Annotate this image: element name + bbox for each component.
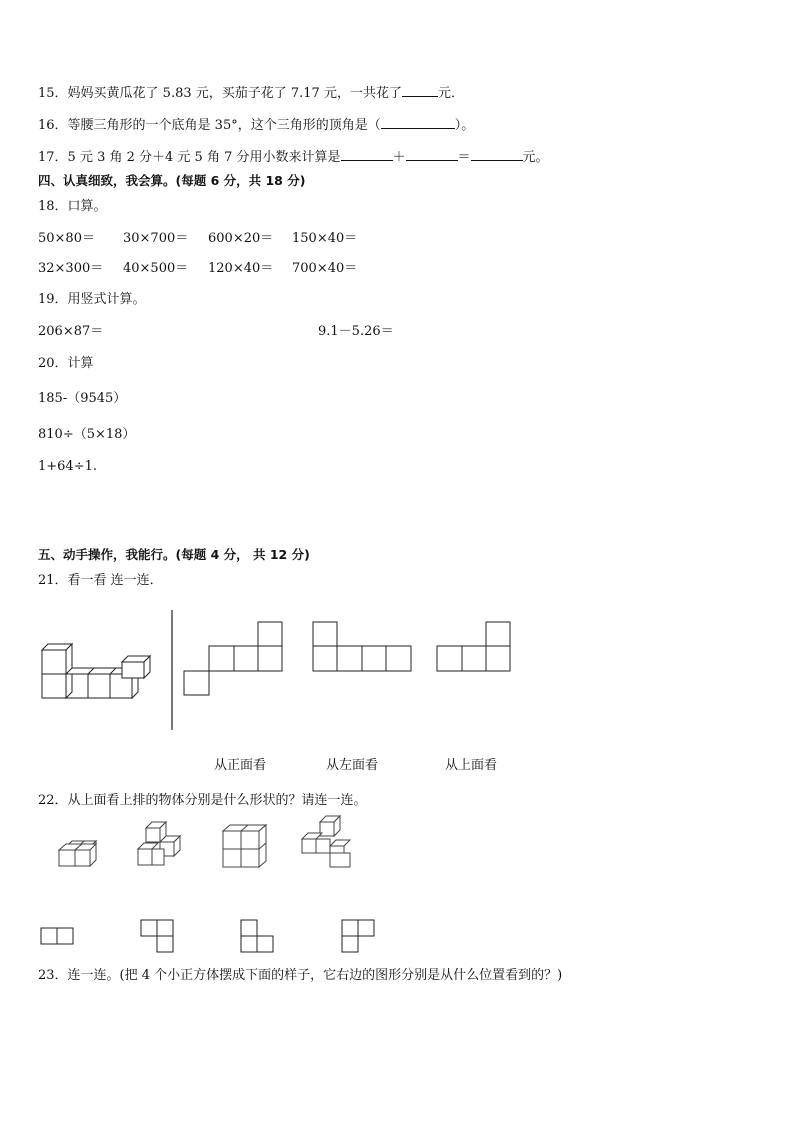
q20-title: 20．计算 xyxy=(38,356,94,371)
q17-eq: ＝ xyxy=(457,150,471,165)
question-15 xyxy=(38,84,464,102)
answer-blank[interactable] xyxy=(402,84,438,97)
q21-title: 21．看一看 连一连． xyxy=(38,573,163,588)
question-16 xyxy=(38,116,474,134)
answer-blank[interactable] xyxy=(341,148,393,161)
q16-close: ）。 xyxy=(454,118,475,133)
q15-unit: 元． xyxy=(437,86,464,101)
q20-expr-2: 810÷（5×18） xyxy=(38,427,136,442)
q17-unit: 元。 xyxy=(522,150,549,165)
label-left-view: 从左面看 xyxy=(326,758,379,773)
q18-item: 40×500＝ xyxy=(123,261,189,276)
section-4-title: 四、认真细致，我会算。(每题 6 分，共 18 分) xyxy=(38,173,306,188)
q23-title: 23．连一连。(把 4 个小正方体摆成下面的样子，它右边的图形分别是从什么位置看到的？) xyxy=(38,968,563,983)
q18-item: 30×700＝ xyxy=(123,231,189,246)
top-view-1 xyxy=(40,927,76,947)
answer-blank[interactable] xyxy=(471,148,523,161)
q18-item: 700×40＝ xyxy=(292,261,358,276)
object-3 xyxy=(220,823,270,869)
q19-title: 19．用竖式计算。 xyxy=(38,292,146,307)
view-shape-3 xyxy=(436,621,514,673)
answer-blank[interactable] xyxy=(406,148,458,161)
q19-expr-1: 206×87＝ xyxy=(38,324,104,339)
q17-plus: ＋ xyxy=(392,150,406,165)
q18-item: 150×40＝ xyxy=(292,231,358,246)
answer-blank[interactable] xyxy=(381,116,455,129)
q22-title: 22．从上面看上排的物体分别是什么形状的？请连一连。 xyxy=(38,793,367,808)
view-shape-2 xyxy=(312,621,414,673)
q18-item: 600×20＝ xyxy=(208,231,274,246)
q18-item: 32×300＝ xyxy=(38,261,104,276)
question-17 xyxy=(38,148,549,166)
view-shape-1 xyxy=(183,621,285,697)
object-1 xyxy=(56,838,102,868)
object-2 xyxy=(136,821,188,871)
q15-text: 15．妈妈买黄瓜花了 5.83 元，买茄子花了 7.17 元，一共花了 xyxy=(38,86,402,101)
q18-title: 18．口算。 xyxy=(38,199,107,214)
top-view-4 xyxy=(341,919,377,955)
section-5-title: 五、动手操作，我能行。(每题 4 分， 共 12 分) xyxy=(38,547,310,562)
top-view-3 xyxy=(240,919,276,955)
object-4 xyxy=(300,815,356,871)
vertical-divider xyxy=(170,610,174,730)
cube-stack-figure xyxy=(40,642,155,700)
top-view-2 xyxy=(140,919,176,955)
q19-expr-2: 9.1－5.26＝ xyxy=(318,324,394,339)
label-front-view: 从正面看 xyxy=(214,758,267,773)
q18-item: 50×80＝ xyxy=(38,231,95,246)
q20-expr-3: 1+64÷1. xyxy=(38,459,98,474)
label-top-view: 从上面看 xyxy=(445,758,498,773)
q18-item: 120×40＝ xyxy=(208,261,274,276)
q20-expr-1: 185-（9545） xyxy=(38,391,127,406)
q16-text: 16．等腰三角形的一个底角是 35°，这个三角形的顶角是（ xyxy=(38,118,381,133)
q17-text: 17．5 元 3 角 2 分＋4 元 5 角 7 分用小数来计算是 xyxy=(38,150,341,165)
